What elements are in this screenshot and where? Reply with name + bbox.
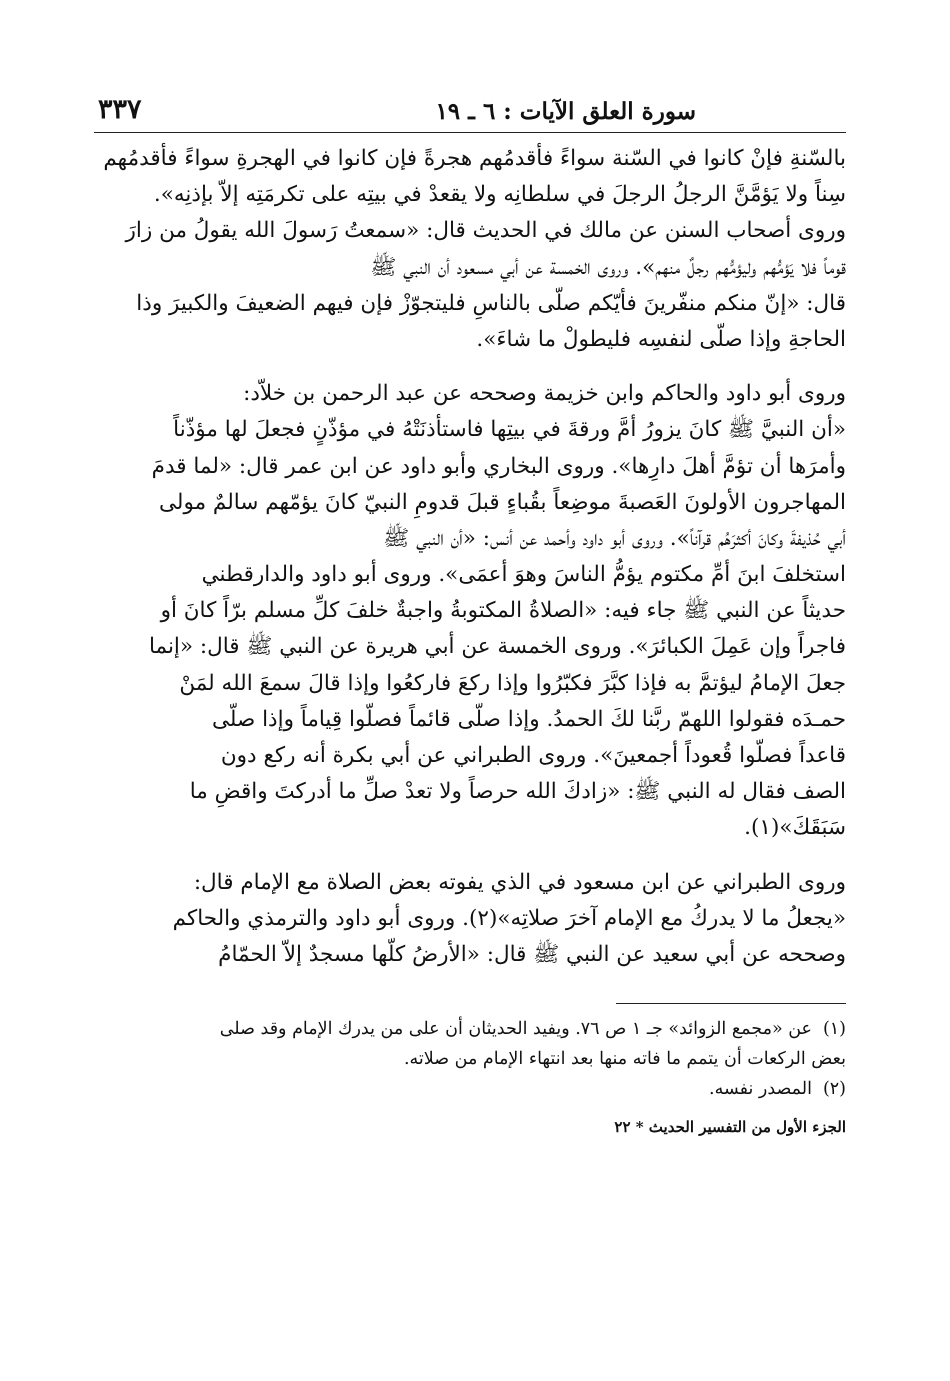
text-line: قال: «إنّ منكم منفّرينَ فأيّكم صلّى بالناسِ فليتجوّزْ فإن فيهم الضعيفَ والكبيرَ وذا	[136, 290, 846, 316]
chapter-title: سورة العلق الآيات : ٦ ـ ١٩	[435, 98, 696, 125]
text-line: وروى الطبراني عن ابن مسعود في الذي يفوته بعض الصلاة مع الإمام قال:	[193, 869, 846, 895]
footnote-1	[94, 1014, 846, 1044]
text-line: «يجعلُ ما لا يدركُ مع الإمام آخرَ صلاتِه»(٢). وروى أبو داود والترمذي والحاكم	[172, 905, 846, 931]
text-line: الصف فقال له النبي ﷺ: «زادكَ الله حرصاً ولا تعدْ صلِّ ما أدركتَ واقضِ ما	[189, 779, 846, 805]
text-line: «أن النبيَّ ﷺ كانَ يزورُ أمَّ ورقةَ في بيتِها فاستأذنَتْهُ في مؤذّنٍ فجعلَ لها مؤذّناً	[173, 417, 846, 443]
footnote-2	[94, 1074, 846, 1104]
text-line: الحاجةِ وإذا صلّى لنفسِه فليطولْ ما شاءَ».	[476, 326, 846, 352]
text-line: أبي حُذيفةَ وكانَ أكثرَهُم قرآناً». وروى أبو داود وأحمد عن أنس: «أن النبي ﷺ	[383, 525, 846, 551]
book-page	[94, 92, 846, 1302]
text-line: فاجراً وإن عَمِلَ الكبائرَ». وروى الخمسة عن أبي هريرة عن النبي ﷺ قال: «إنما	[148, 634, 846, 660]
paragraph-gap	[94, 847, 846, 865]
running-header	[94, 92, 846, 133]
footnote-divider	[616, 1003, 846, 1004]
text-line: قوماً فلا يَؤمُّهم وليؤمُّهم رجلٌ منهم». وروى الخمسة عن أبي مسعود أن النبي ﷺ	[370, 254, 846, 280]
footnotes	[94, 1014, 846, 1104]
text-line: قاعداً فصلّوا قُعوداً أجمعينَ». وروى الطبراني عن أبي بكرة أنه ركع دون	[220, 743, 846, 768]
text-line: المهاجرون الأولونَ العَصبةَ موضِعاً بقُباءٍ قبلَ قدومِ النبيّ كانَ يؤمّهم سالمٌ مولى	[159, 489, 846, 515]
page-number: ٣٣٧	[98, 94, 142, 125]
paragraph-3	[94, 865, 846, 974]
printer-signature: الجزء الأول من التفسير الحديث * ٢٢	[614, 1118, 846, 1137]
text-line: سِناً ولا يَؤمَّنَّ الرجلُ الرجلَ في سلطانِه ولا يقعدْ في بيتِه على تكرمَتِه إلاّ بإذنِه».	[153, 182, 846, 208]
paragraph-1	[94, 141, 846, 358]
text-line: سَبَقَكَ»(١).	[744, 815, 846, 841]
main-text	[94, 141, 846, 973]
paragraph-gap	[94, 358, 846, 376]
text-line: حمـدَه فقولوا اللهمّ ربَّنا لكَ الحمدُ. وإذا صلّى قائماً فصلّوا قِياماً وإذا صلّى	[211, 706, 846, 732]
text-line: وروى أبو داود والحاكم وابن خزيمة وصححه عن عبد الرحمن بن خلاّد:	[243, 381, 846, 407]
text-line: جعلَ الإمامُ ليؤتمَّ به فإذا كبَّرَ فكبّرُوا وإذا ركعَ فاركعُوا وإذا قالَ سمعَ الله لمَنْ	[179, 670, 846, 696]
text-line: وصححه عن أبي سعيد عن النبي ﷺ قال: «الأرضُ كلّها مسجدٌ إلاّ الحمّامُ	[218, 941, 846, 967]
footnote-1-continuation: بعض الركعات أن يتمم ما فاته منها بعد انتهاء الإمام من صلاته.	[403, 1049, 846, 1070]
text-line: حديثاً عن النبي ﷺ جاء فيه: «الصلاةُ المكتوبةُ واجبةٌ خلفَ كلِّ مسلم برّاً كانَ أو	[160, 598, 846, 624]
paragraph-2	[94, 376, 846, 846]
text-line: وأمرَها أن تؤمَّ أهلَ دارِها». وروى البخاري وأبو داود عن ابن عمر قال: «لما قدمَ	[151, 453, 846, 479]
footnote-text: المصدر نفسه.	[709, 1079, 812, 1100]
footnote-number: (٢)	[822, 1079, 846, 1100]
footnote-number: (١)	[822, 1019, 846, 1040]
text-line: استخلفَ ابنَ أمِّ مكتوم يؤمُّ الناسَ وهوَ أعمَى». وروى أبو داود والدارقطني	[201, 562, 846, 588]
text-line: بالسّنةِ فإنْ كانوا في السّنة سواءً فأقدمُهم هجرةً فإن كانوا في الهجرةِ سواءً فأقدمُهم	[103, 146, 846, 171]
footnote-text: عن «مجمع الزوائد» جـ ١ ص ٧٦. ويفيد الحديثان أن على من يدرك الإمام وقد صلى	[219, 1019, 812, 1040]
text-line: وروى أصحاب السنن عن مالك في الحديث قال: «سمعتُ رَسولَ الله يقولُ من زارَ	[125, 218, 846, 244]
